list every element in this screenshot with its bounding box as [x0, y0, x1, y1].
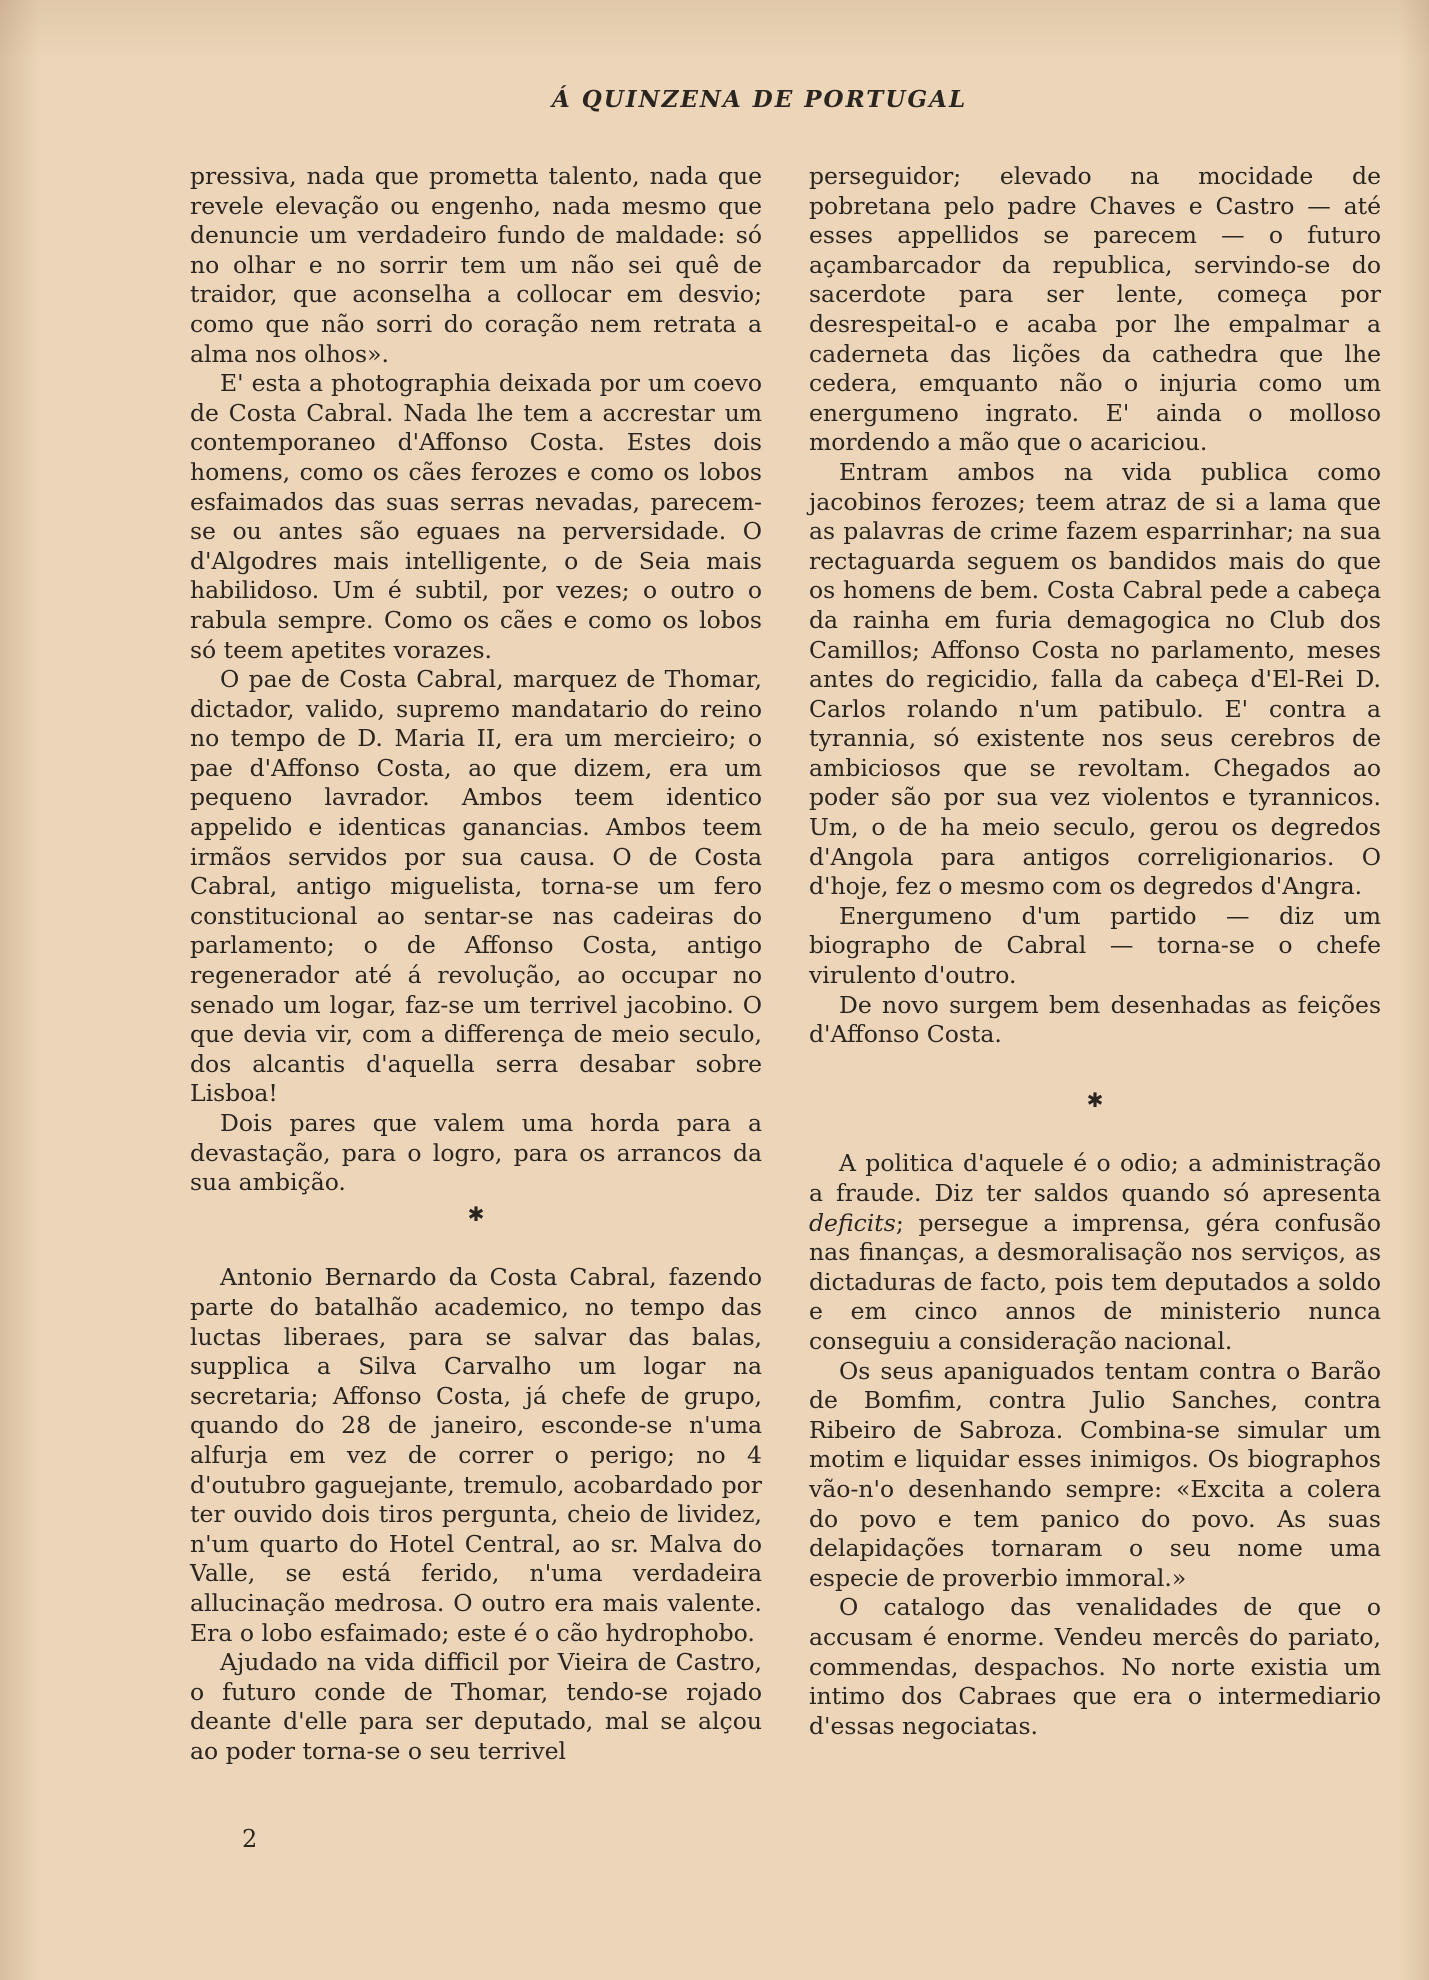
running-title: Á QUINZENA DE PORTUGAL — [551, 86, 968, 113]
paragraph: pressiva, nada que prometta talento, nada que revele elevação ou engenho, nada mesmo que denuncie um verdadeiro fundo de maldade: só no olhar e no sorrir tem um não sei quê de traidor, que aconselha a collocar em desvio; como que não sorri do coração nem retrata a alma nos olhos». — [190, 162, 762, 368]
paragraph: Antonio Bernardo da Costa Cabral, fazendo parte do batalhão academico, no tempo das luctas liberaes, para se salvar das balas, supplica a Silva Carvalho um logar na secretaria; Affonso Costa, já chefe de grupo, quando do 28 de janeiro, esconde-se n'uma alfurja em vez de correr o perigo; no 4 d'outubro gaguejante, tremulo, acobardado por ter ouvido dois tiros pergunta, cheio de lividez, n'um quarto do Hotel Central, ao sr. Malva do Valle, se está ferido, n'uma verdadeira allucinação medrosa. O outro era mais valente. Era o lobo esfaimado; este é o cão hydrophobo. — [190, 1263, 762, 1647]
paragraph: Energumeno d'um partido — diz um biographo de Cabral — torna-se o chefe virulento d'outro. — [809, 901, 1381, 990]
left-column — [190, 162, 762, 1766]
paragraph: E' esta a photographia deixada por um coevo de Costa Cabral. Nada lhe tem a accrestar um contemporaneo d'Affonso Costa. Estes dois homens, como os cães ferozes e como os lobos esfaimados das suas serras nevadas, parecem-se ou antes são eguaes na perversidade. O d'Algodres mais intelligente, o de Seia mais habilidoso. Um é subtil, por vezes; o outro o rabula sempre. Como os cães e como os lobos só teem apetites vorazes. — [190, 369, 762, 664]
italic-term: deficits — [809, 1208, 896, 1237]
paragraph-text: A politica d'aquele é o odio; a administração a fraude. Diz ter saldos quando só apresenta — [809, 1149, 1381, 1207]
paragraph: perseguidor; elevado na mocidade de pobretana pelo padre Chaves e Castro — até esses appellidos se parecem — o futuro açambarcador da republica, servindo-se do sacerdote para ser lente, começa por desrespeital-o e acaba por lhe empalmar a caderneta das lições da cathedra que lhe cedera, emquanto não o injuria como um energumeno ingrato. E' ainda o molloso mordendo a mão que o acariciou. — [809, 162, 1381, 457]
paragraph: Dois pares que valem uma horda para a devastação, para o logro, para os arrancos da sua ambição. — [190, 1109, 762, 1197]
paragraph: Entram ambos na vida publica como jacobinos ferozes; teem atraz de si a lama que as palavras de crime fazem esparrinhar; na sua rectaguarda seguem os bandidos mais do que os homens de bem. Costa Cabral pede a cabeça da rainha em furia demagogica no Club dos Camillos; Affonso Costa no parlamento, meses antes do regicidio, falla da cabeça d'El-Rei D. Carlos rolando n'um patibulo. E' contra a tyrannia, só existente nos seus cerebros de ambiciosos que se revoltam. Chegados ao poder são por sua vez violentos e tyrannicos. Um, o de ha meio seculo, gerou os degredos d'Angola para antigos correligionarios. O d'hoje, fez o mesmo com os degredos d'Angra. — [809, 457, 1381, 901]
section-separator: ✱ — [467, 1201, 485, 1226]
paragraph: Ajudado na vida difficil por Vieira de Castro, o futuro conde de Thomar, tendo-se rojado deante d'elle para ser deputado, mal se alçou ao poder torna-se o seu terrivel — [190, 1648, 762, 1765]
page-number: 2 — [242, 1825, 258, 1853]
paragraph: O catalogo das venalidades de que o accusam é enorme. Vendeu mercês do pariato, commendas, despachos. No norte existia um intimo dos Cabraes que era o intermediario d'essas negociatas. — [809, 1593, 1381, 1740]
paragraph: De novo surgem bem desenhadas as feições d'Affonso Costa. — [809, 990, 1381, 1049]
paragraph: Os seus apaniguados tentam contra o Barão de Bomfim, contra Julio Sanches, contra Ribeiro de Sabroza. Combina-se simular um motim e liquidar esses inimigos. Os biographos vão-n'o desenhando sempre: «Excita a colera do povo e tem panico do povo. As suas delapidações tornaram o seu nome uma especie de proverbio immoral.» — [809, 1356, 1381, 1592]
right-column — [809, 162, 1381, 1741]
paragraph — [809, 1149, 1381, 1356]
paragraph: O pae de Costa Cabral, marquez de Thomar, dictador, valido, supremo mandatario do reino no tempo de D. Maria II, era um mercieiro; o pae d'Affonso Costa, ao que dizem, era um pequeno lavrador. Ambos teem identico appelido e identicas ganancias. Ambos teem irmãos servidos por sua causa. O de Costa Cabral, antigo miguelista, torna-se um fero constitucional ao sentar-se nas cadeiras do parlamento; o de Affonso Costa, antigo regenerador até á revolução, ao occupar no senado um logar, faz-se um terrivel jacobino. O que devia vir, com a differença de meio seculo, dos alcantis d'aquella serra desabar sobre Lisboa! — [190, 665, 762, 1108]
section-separator: ✱ — [1086, 1087, 1104, 1112]
paragraph-text: ; persegue a imprensa, géra confusão nas finanças, a desmoralisação nos serviços, as dictaduras de facto, pois tem deputados a soldo e em cinco annos de ministerio nunca conseguiu a consideração nacional. — [809, 1208, 1381, 1355]
